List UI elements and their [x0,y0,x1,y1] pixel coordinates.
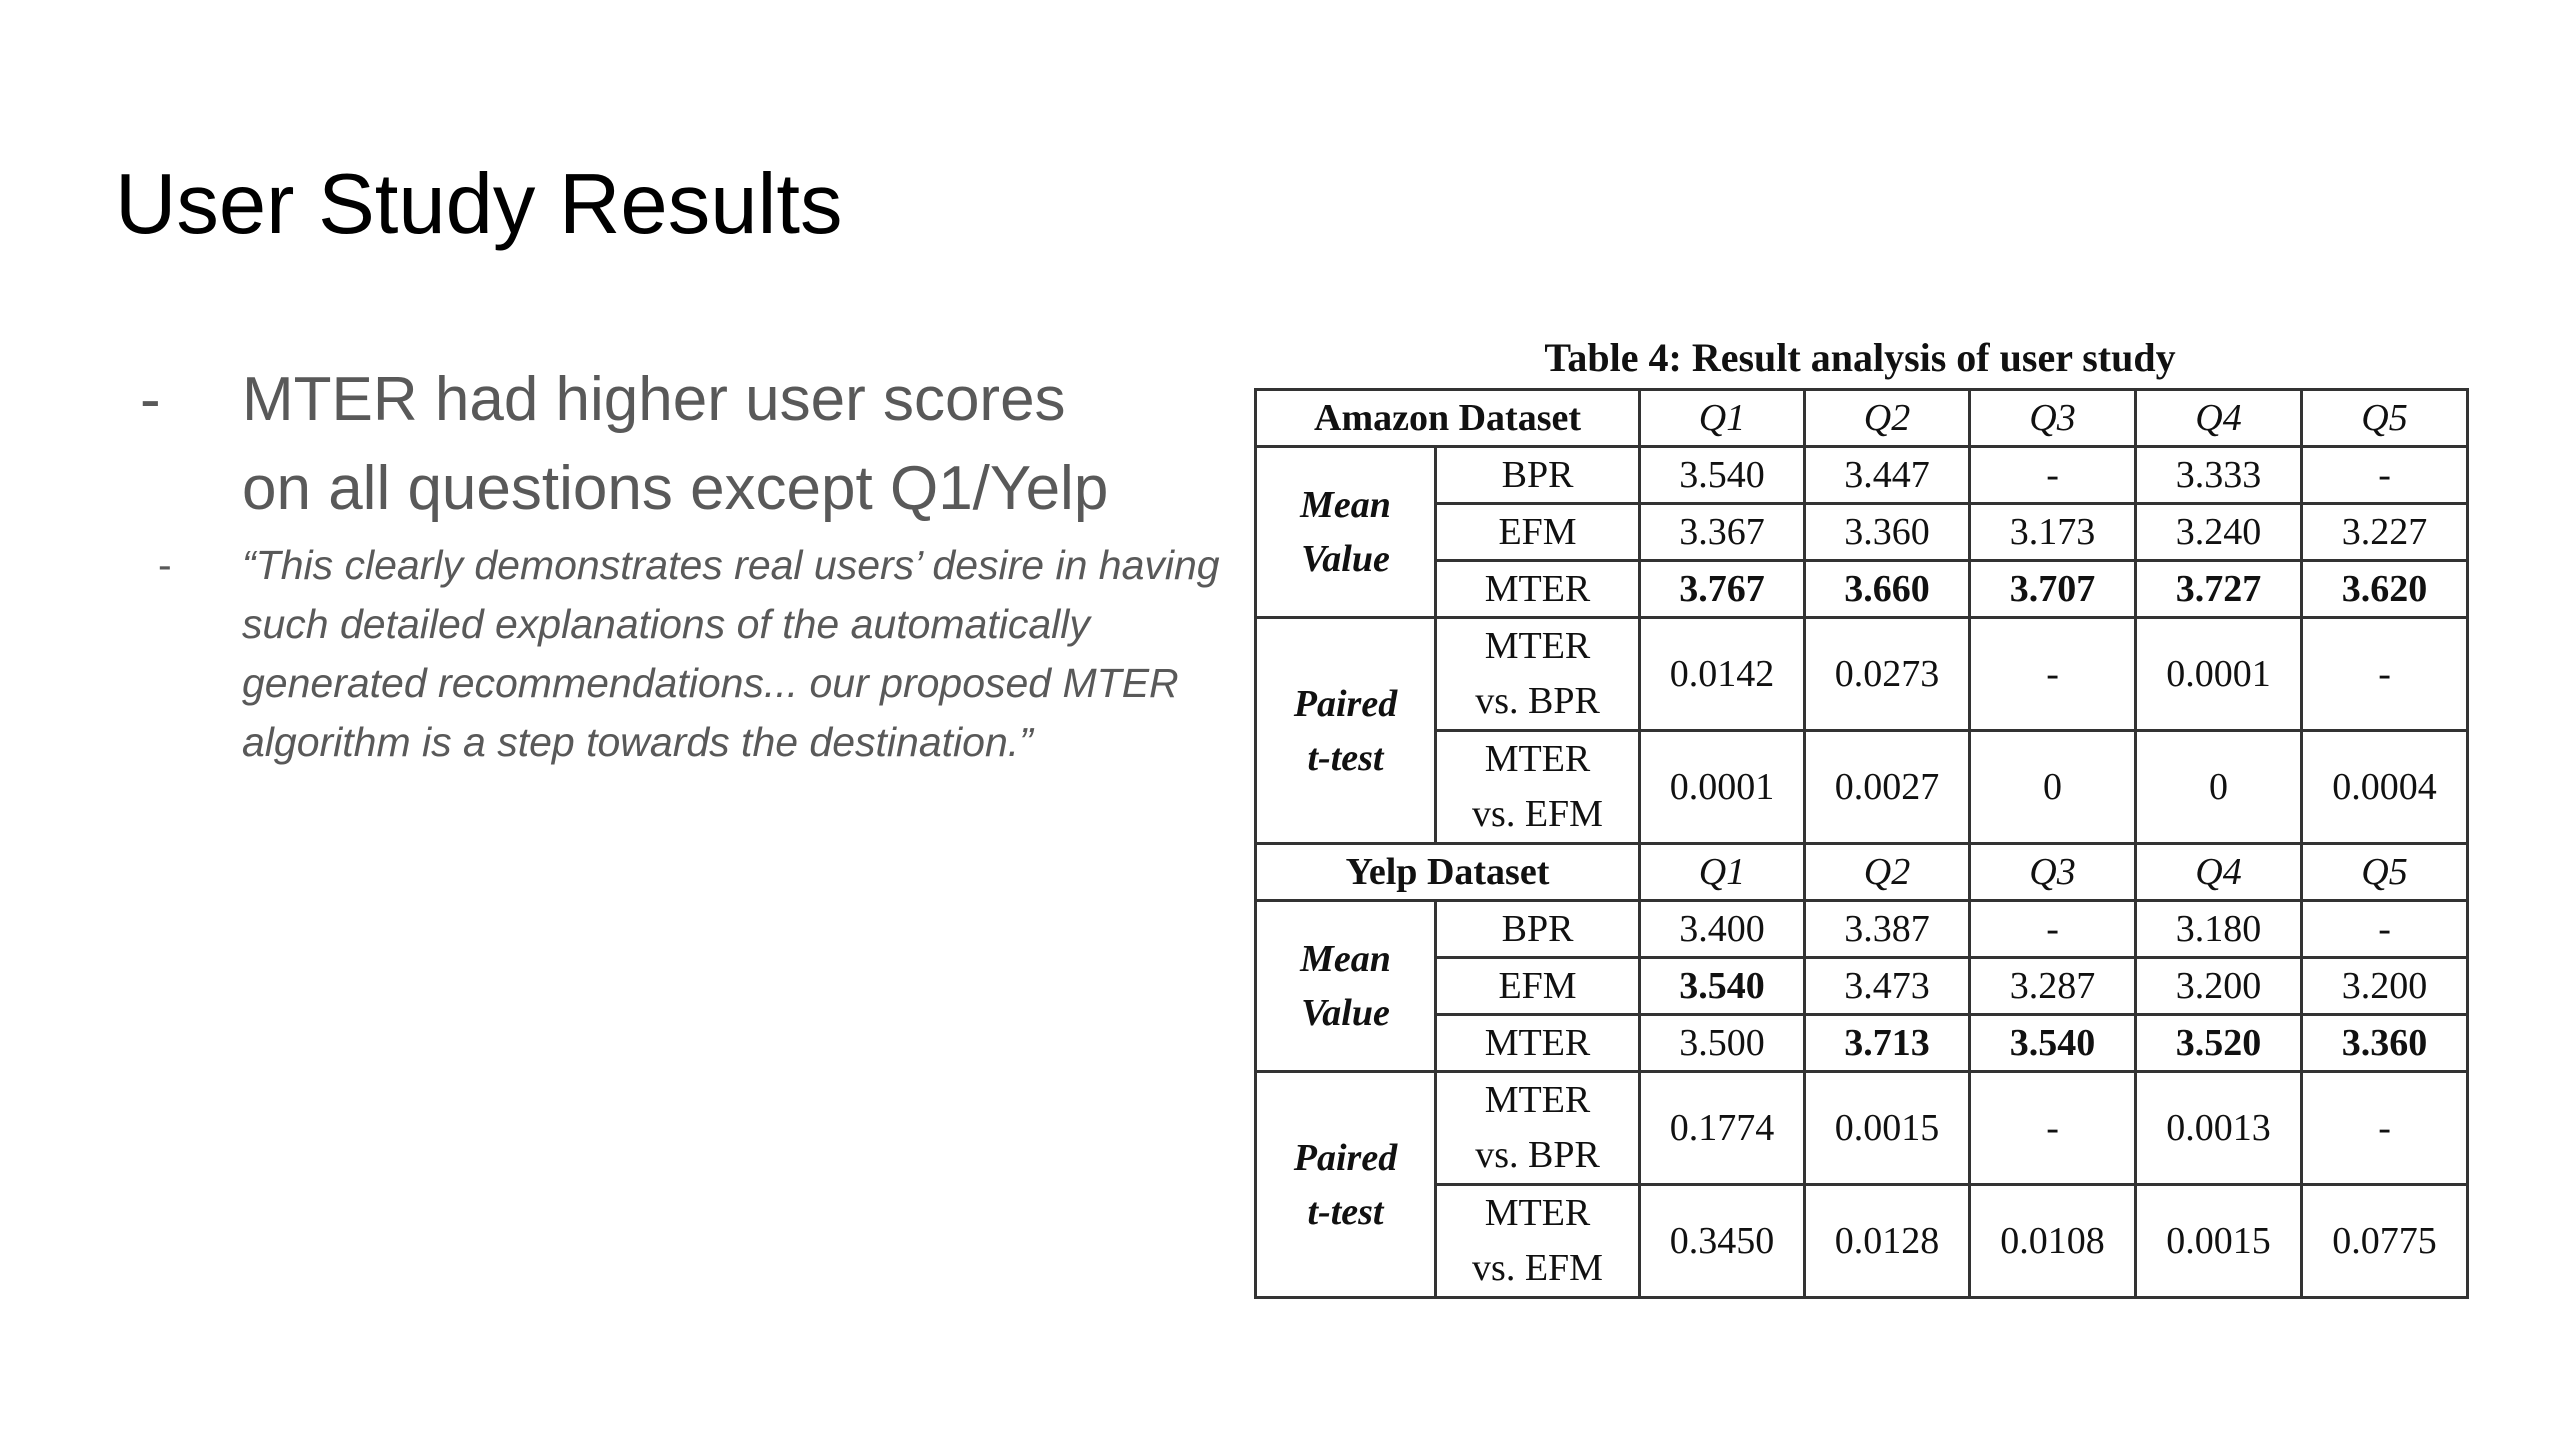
dataset-header: Amazon Dataset [1256,390,1640,447]
value-cell: 0.0108 [1970,1185,2136,1298]
value-cell: 0.3450 [1640,1185,1805,1298]
value-cell: 3.520 [2136,1015,2302,1072]
method-cell: EFM [1436,958,1640,1015]
group-label-line: Mean [1300,938,1391,980]
value-cell: 3.360 [1805,504,1970,561]
value-cell: 3.713 [1805,1015,1970,1072]
value-cell: 3.540 [1970,1015,2136,1072]
value-cell: - [2302,447,2468,504]
group-label-line: t-test [1307,1190,1384,1233]
value-cell: 0.0128 [1805,1185,1970,1298]
method-line: MTER [1484,625,1591,667]
value-cell: 0.0142 [1640,618,1805,731]
results-table [1254,388,2469,1299]
value-cell: 0.0775 [2302,1185,2468,1298]
table-row [1256,561,2468,618]
value-cell: 0 [1970,731,2136,844]
value-cell: 3.240 [2136,504,2302,561]
value-cell: 3.333 [2136,447,2302,504]
bullet-dash: - [140,365,161,434]
table-row [1256,504,2468,561]
value-cell: 3.767 [1640,561,1805,618]
main-bullet [140,355,1190,533]
value-cell: 3.200 [2302,958,2468,1015]
group-label-line: Paired [1293,682,1398,725]
value-cell: 0.0273 [1805,618,1970,731]
value-cell: 3.367 [1640,504,1805,561]
value-cell: 3.500 [1640,1015,1805,1072]
method-cell: BPR [1436,447,1640,504]
bullet-dash: - [158,542,172,588]
table-row [1256,1185,2468,1298]
value-cell: - [2302,1072,2468,1185]
question-header: Q4 [2136,390,2302,447]
mean-value-label [1256,447,1436,618]
question-header: Q3 [1970,390,2136,447]
value-cell: - [2302,618,2468,731]
method-line: vs. EFM [1472,793,1603,835]
value-cell: 3.707 [1970,561,2136,618]
method-line: MTER [1484,738,1591,780]
value-cell: 3.287 [1970,958,2136,1015]
table-row [1256,447,2468,504]
method-cell: EFM [1436,504,1640,561]
value-cell: 3.173 [1970,504,2136,561]
value-cell: - [1970,447,2136,504]
question-header: Q5 [2302,844,2468,901]
value-cell: 0 [2136,731,2302,844]
question-header: Q2 [1805,390,1970,447]
value-cell: - [2302,901,2468,958]
table-row [1256,1072,2468,1185]
slide-title: User Study Results [115,157,843,252]
group-label-line: t-test [1307,736,1384,779]
value-cell: 3.400 [1640,901,1805,958]
value-cell: 3.360 [2302,1015,2468,1072]
mean-value-label [1256,901,1436,1072]
question-header: Q3 [1970,844,2136,901]
table-row [1256,901,2468,958]
group-label-line: Value [1301,992,1390,1034]
value-cell: 0.0001 [2136,618,2302,731]
table-row [1256,1015,2468,1072]
dataset-header: Yelp Dataset [1256,844,1640,901]
value-cell: 3.227 [2302,504,2468,561]
value-cell: - [1970,618,2136,731]
bullet-list [140,355,1220,772]
value-cell: 3.473 [1805,958,1970,1015]
method-line: vs. EFM [1472,1247,1603,1289]
method-cell: MTER [1436,561,1640,618]
main-bullet-line-1: MTER had higher user scores [242,365,1066,434]
value-cell: 3.447 [1805,447,1970,504]
value-cell: 3.540 [1640,958,1805,1015]
question-header: Q1 [1640,390,1805,447]
group-label-line: Value [1301,538,1390,580]
question-header: Q1 [1640,844,1805,901]
results-table-figure [1254,330,2466,1299]
method-line: vs. BPR [1475,680,1600,722]
value-cell: 3.727 [2136,561,2302,618]
question-header: Q5 [2302,390,2468,447]
value-cell: 3.387 [1805,901,1970,958]
paired-ttest-label [1256,1072,1436,1298]
value-cell: 0.0027 [1805,731,1970,844]
quote-bullet [140,536,1262,772]
method-line: MTER [1484,1192,1591,1234]
value-cell: 3.200 [2136,958,2302,1015]
value-cell: 3.660 [1805,561,1970,618]
value-cell: 0.1774 [1640,1072,1805,1185]
value-cell: 0.0004 [2302,731,2468,844]
table-row [1256,390,2468,447]
value-cell: 3.180 [2136,901,2302,958]
value-cell: 3.540 [1640,447,1805,504]
value-cell: - [1970,901,2136,958]
value-cell: - [1970,1072,2136,1185]
quote-text: “This clearly demonstrates real users’ desire in having such detailed explanations of the automatically generated recommendations... our proposed MTER algorithm is a step towards the destination.” [242,542,1220,765]
method-cell: BPR [1436,901,1640,958]
method-cell [1436,731,1640,844]
paired-ttest-label [1256,618,1436,844]
method-line: MTER [1484,1079,1591,1121]
question-header: Q2 [1805,844,1970,901]
value-cell: 3.620 [2302,561,2468,618]
method-cell [1436,1072,1640,1185]
group-label-line: Paired [1293,1136,1398,1179]
question-header: Q4 [2136,844,2302,901]
value-cell: 0.0015 [2136,1185,2302,1298]
table-row [1256,958,2468,1015]
table-row [1256,844,2468,901]
table-caption: Table 4: Result analysis of user study [1544,335,2176,380]
group-label-line: Mean [1300,484,1391,526]
value-cell: 0.0001 [1640,731,1805,844]
main-bullet-line-2: on all questions except Q1/Yelp [242,454,1109,523]
method-line: vs. BPR [1475,1134,1600,1176]
value-cell: 0.0013 [2136,1072,2302,1185]
method-cell: MTER [1436,1015,1640,1072]
method-cell [1436,1185,1640,1298]
table-row [1256,618,2468,731]
value-cell: 0.0015 [1805,1072,1970,1185]
table-row [1256,731,2468,844]
method-cell [1436,618,1640,731]
